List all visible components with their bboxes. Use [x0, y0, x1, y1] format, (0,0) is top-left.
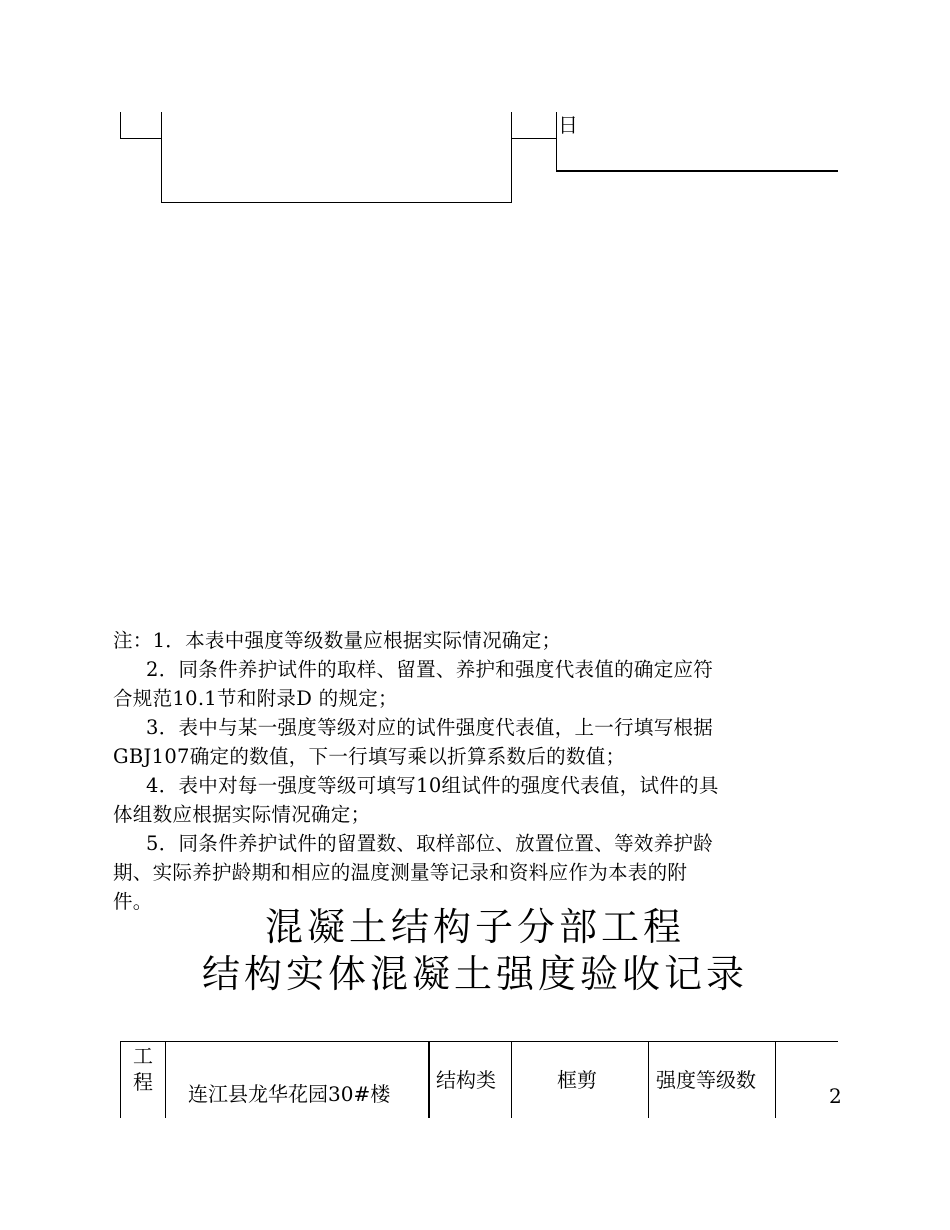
project-name: 连江县龙华花园30#楼 — [188, 1082, 391, 1106]
note-line: 期、实际养护龄期和相应的温度测量等记录和资料应作为本表的附 — [113, 861, 688, 884]
table-border — [511, 1041, 512, 1118]
table-border — [556, 112, 557, 171]
notes-section — [113, 626, 838, 916]
note-line: 合规范10.1节和附录D 的规定； — [113, 687, 398, 710]
note-line: 2．同条件养护试件的取样、留置、养护和强度代表值的确定应符 — [146, 658, 714, 681]
note-line: 注：1．本表中强度等级数量应根据实际情况确定； — [113, 629, 562, 652]
note-line: 体组数应根据实际情况确定； — [113, 803, 371, 826]
note-line: 3．表中与某一强度等级对应的试件强度代表值，上一行填写根据 — [146, 716, 714, 739]
table-border — [165, 1041, 166, 1118]
strength-count-label: 强度等级数 — [656, 1068, 756, 1092]
table-border — [161, 112, 162, 203]
document-title-line2: 结构实体混凝土强度验收记录 — [201, 952, 748, 996]
table-border — [120, 1041, 121, 1118]
note-line: 4．表中对每一强度等级可填写10组试件的强度代表值，试件的具 — [146, 774, 719, 797]
structure-type-value: 框剪 — [557, 1068, 597, 1092]
table-border — [511, 138, 557, 139]
date-day-label: 日 — [558, 113, 578, 137]
note-line: 5．同条件养护试件的留置数、取样部位、放置位置、等效养护龄 — [146, 832, 714, 855]
note-line: GBJ107确定的数值，下一行填写乘以折算系数后的数值； — [113, 745, 626, 768]
table-border — [120, 112, 121, 139]
note-line: 件。 — [113, 890, 153, 913]
table-border — [161, 202, 512, 203]
table-border — [511, 112, 512, 203]
table-border — [775, 1041, 776, 1118]
structure-type-label: 结构类 — [436, 1068, 496, 1092]
project-label: 工 — [133, 1044, 153, 1068]
table-border — [120, 1041, 838, 1042]
project-label: 程 — [133, 1070, 153, 1094]
document-title-line1: 混凝土结构子分部工程 — [264, 905, 685, 949]
table-border — [428, 1041, 430, 1118]
strength-count-value: 2 — [829, 1084, 842, 1108]
table-border — [556, 170, 838, 172]
table-border — [648, 1041, 649, 1118]
table-border — [120, 138, 162, 139]
